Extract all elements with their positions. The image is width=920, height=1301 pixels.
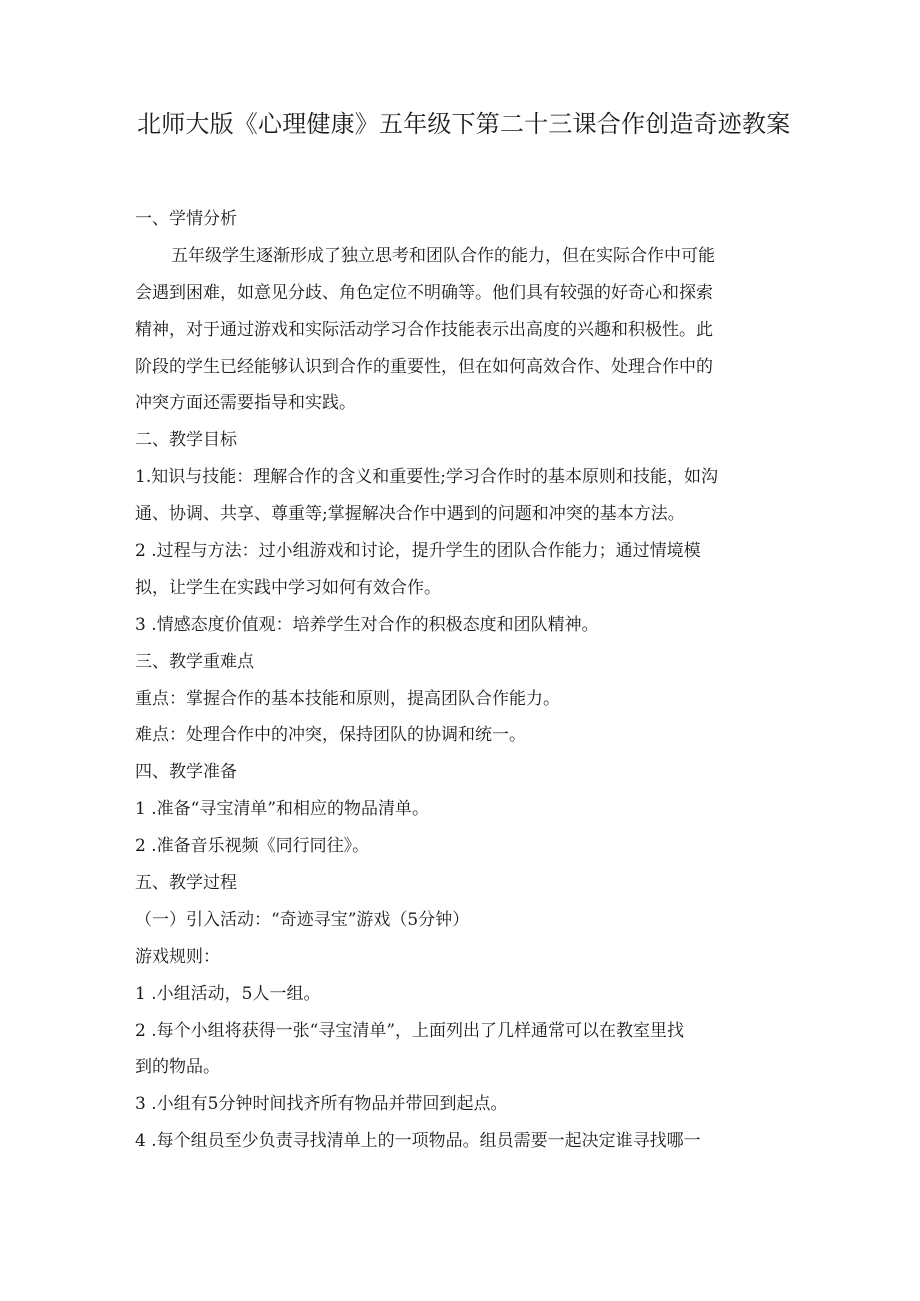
list-item: 3 .小组有5分钟时间找齐所有物品并带回到起点。	[135, 1094, 508, 1115]
section-heading-goals: 二、教学目标	[135, 430, 237, 451]
paragraph-line: 难点：处理合作中的冲突，保持团队的协调和统一。	[135, 725, 526, 746]
document-body	[135, 201, 775, 1160]
section-heading-analysis: 一、学情分析	[135, 209, 237, 229]
subsection-heading: （一）引入活动：“奇迹寻宝”游戏（5分钟）	[135, 909, 470, 930]
list-item: 2 .过程与方法：过小组游戏和讨论，提升学生的团队合作能力；通过情境模	[135, 541, 701, 562]
section-heading-process: 五、教学过程	[135, 873, 237, 894]
list-item: 1 .准备“寻宝清单”和相应的物品清单。	[135, 799, 430, 820]
list-item: 2 .准备音乐视频《同行同往》。	[135, 836, 370, 857]
list-item-continuation: 拟，让学生在实践中学习如何有效合作。	[135, 577, 441, 598]
list-item-continuation: 通、协调、共享、尊重等;掌握解决合作中遇到的问题和冲突的基本方法。	[135, 504, 685, 525]
list-item: 2 .每个小组将获得一张“寻宝清单”，上面列出了几样通常可以在教室里找	[135, 1020, 685, 1041]
list-item: 1 .小组活动，5人一组。	[135, 983, 321, 1004]
section-heading-key-points: 三、教学重难点	[135, 651, 254, 672]
paragraph-line: 重点：掌握合作的基本技能和原则，提高团队合作能力。	[135, 688, 560, 709]
section-heading-preparation: 四、教学准备	[135, 762, 237, 783]
list-item: 1.知识与技能：理解合作的含义和重要性;学习合作时的基本原则和技能，如沟	[135, 467, 718, 488]
list-item-continuation: 到的物品。	[135, 1057, 220, 1078]
paragraph-line: 五年级学生逐渐形成了独立思考和团队合作的能力，但在实际合作中可能	[171, 245, 715, 266]
list-item: 4 .每个组员至少负责寻找清单上的一项物品。组员需要一起决定谁寻找哪一	[135, 1131, 701, 1152]
paragraph-line: 游戏规则：	[135, 946, 220, 967]
paragraph-line: 精神，对于通过游戏和实际活动学习合作技能表示出高度的兴趣和积极性。此	[135, 319, 713, 340]
document-title: 北师大版《心理健康》五年级下第二十三课合作创造奇迹教案	[137, 110, 791, 138]
paragraph-line: 会遇到困难，如意见分歧、角色定位不明确等。他们具有较强的好奇心和探索	[135, 282, 713, 303]
paragraph-line: 阶段的学生已经能够认识到合作的重要性，但在如何高效合作、处理合作中的	[135, 356, 713, 377]
paragraph-line: 冲突方面还需要指导和实践。	[135, 393, 356, 414]
list-item: 3 .情感态度价值观：培养学生对合作的积极态度和团队精神。	[135, 614, 599, 635]
